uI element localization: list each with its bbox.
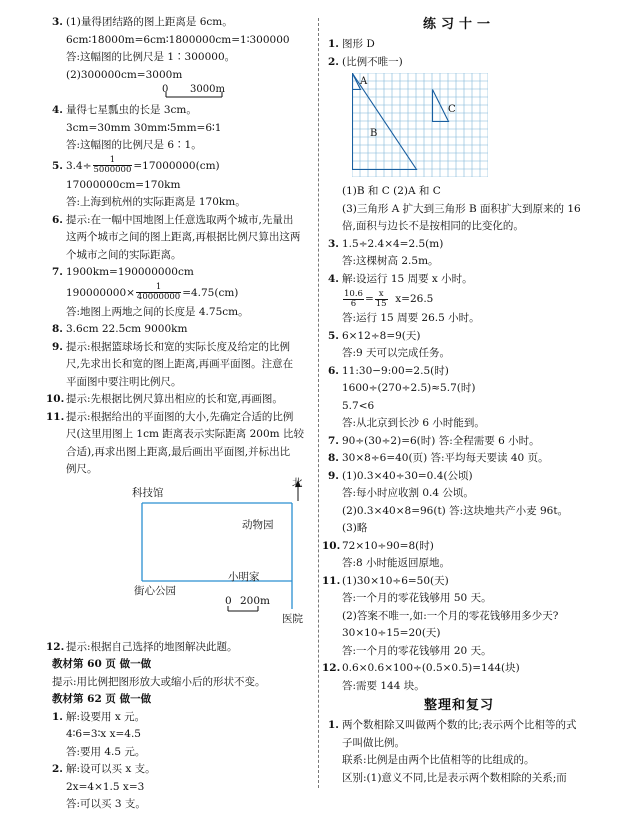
answer-line: 量得七星瓢虫的长是 3cm。 bbox=[66, 104, 197, 116]
answer-line: 解:设运行 15 周要 x 小时。 bbox=[342, 272, 473, 285]
answer-line: 72×10÷90=8(时) bbox=[342, 539, 434, 552]
question-number: 12. bbox=[322, 662, 341, 674]
triangle-b-label: B bbox=[370, 128, 378, 139]
answer-line: 平面图中要注明比例尺。 bbox=[66, 375, 182, 388]
question-number: 5. bbox=[52, 159, 63, 172]
formula-post: =4.75(cm) bbox=[182, 286, 239, 299]
answer-line: 例尺。 bbox=[66, 463, 98, 475]
exercise-2 bbox=[52, 761, 310, 814]
answer-line: 5.7<6 bbox=[342, 399, 375, 412]
answer-line: 答:8 小时能返回原地。 bbox=[342, 557, 451, 569]
answer-9 bbox=[52, 339, 310, 392]
answer-line: 答:地图上两地之间的长度是 4.75cm。 bbox=[66, 305, 249, 318]
answer-line: 解:设要用 x 元。 bbox=[66, 710, 146, 723]
answer-line: (2)300000cm=3000m bbox=[66, 68, 183, 81]
answer-r7 bbox=[328, 433, 590, 451]
fraction-numerator: 1 bbox=[93, 156, 133, 166]
question-number: 7. bbox=[328, 434, 339, 447]
answer-line: 答:运行 15 周要 26.5 小时。 bbox=[342, 312, 480, 324]
answer-12 bbox=[46, 639, 310, 657]
answer-10 bbox=[46, 391, 310, 409]
answer-line: (1)0.3×40÷30=0.4(公顷) bbox=[342, 469, 473, 482]
answer-line: 提示:根据篮球场长和宽的实际长度及给定的比例 bbox=[66, 340, 291, 353]
answer-line: (2)0.3×40×8=96(t) 答:这块地共产小麦 96t。 bbox=[342, 504, 569, 517]
equals-sign: = bbox=[364, 293, 374, 305]
formula-pre: 3.4÷ bbox=[66, 159, 92, 172]
answer-r12 bbox=[322, 660, 590, 695]
formula-post: x=26.5 bbox=[395, 293, 434, 305]
answer-line: 答:一个月的零花钱够用 20 天。 bbox=[342, 644, 492, 657]
answer-line: 答:要用 4.5 元。 bbox=[66, 745, 146, 758]
map-zoo: 动物园 bbox=[242, 518, 274, 531]
answer-line: (3)略 bbox=[342, 522, 368, 534]
question-number: 6. bbox=[52, 213, 63, 226]
exercise-1 bbox=[52, 709, 310, 762]
answer-line: 解:设可以买 x 支。 bbox=[66, 763, 156, 775]
map-scale-label: 200m bbox=[240, 594, 270, 607]
triangle-a-label: A bbox=[360, 76, 368, 87]
fraction-denominator: 6 bbox=[350, 298, 357, 309]
answer-line: 17000000cm=170km bbox=[66, 178, 181, 191]
question-number: 9. bbox=[328, 469, 339, 482]
answer-line: 6×12÷8=9(天) bbox=[342, 329, 421, 342]
map-central-park: 街心公园 bbox=[134, 584, 176, 597]
answer-line: 答:9 天可以完成任务。 bbox=[342, 347, 451, 359]
section-title: 练习十一 bbox=[422, 17, 495, 32]
answer-line: 1600÷(270÷2.5)≈5.7(时) bbox=[342, 382, 476, 394]
map-hospital: 医院 bbox=[282, 612, 303, 625]
question-number: 5. bbox=[328, 329, 339, 342]
answer-line: 答:这幅图的比例尺是 6∶1。 bbox=[66, 139, 202, 151]
question-number: 8. bbox=[328, 452, 339, 464]
fraction-denominator: 40000000 bbox=[136, 292, 181, 302]
answer-line: 提示:在一幅中国地图上任意选取两个城市,先量出 bbox=[66, 213, 294, 226]
fraction-numerator: 10.6 bbox=[344, 288, 363, 299]
question-number: 6. bbox=[328, 364, 339, 377]
question-number: 2. bbox=[328, 55, 339, 68]
answer-line: 11:30−9:00=2.5(时) bbox=[342, 364, 449, 377]
answer-line: 1.5÷2.4×4=2.5(m) bbox=[342, 237, 444, 250]
fraction-numerator: 1 bbox=[136, 283, 181, 293]
answer-line: 1900km=190000000cm bbox=[66, 266, 194, 278]
textbook-p62-heading: 教材第 62 页 做一做 bbox=[52, 693, 152, 705]
answer-line: 3.6cm 22.5cm 9000km bbox=[66, 323, 188, 335]
answer-r11 bbox=[322, 573, 590, 661]
formula-post: =17000000(cm) bbox=[133, 159, 220, 172]
answer-r3 bbox=[328, 236, 590, 271]
answer-line: 尺(这里用图上 1cm 距离表示实际距离 200m 比较 bbox=[66, 428, 304, 440]
answer-r9 bbox=[328, 468, 590, 538]
answer-line: 图形 D bbox=[342, 38, 375, 50]
answer-4 bbox=[52, 102, 310, 155]
question-number: 3. bbox=[328, 237, 339, 250]
left-column bbox=[46, 14, 310, 814]
answer-8 bbox=[52, 321, 310, 339]
answer-3 bbox=[52, 14, 310, 102]
question-number: 11. bbox=[322, 574, 341, 587]
answer-line: 2x=4×1.5 x=3 bbox=[66, 780, 145, 793]
answer-line: 答:可以买 3 支。 bbox=[66, 798, 146, 810]
answer-line: 4∶6=3∶x x=4.5 bbox=[66, 728, 141, 740]
fraction-denominator: 5000000 bbox=[93, 165, 132, 175]
question-number: 4. bbox=[52, 104, 63, 116]
review-answer-1 bbox=[328, 717, 590, 787]
answer-line: 子叫做比例。 bbox=[342, 736, 405, 749]
textbook-p60-heading: 教材第 60 页 做一做 bbox=[52, 658, 152, 670]
right-column bbox=[322, 14, 590, 787]
north-label: 北 bbox=[292, 476, 303, 489]
question-number: 1. bbox=[52, 710, 63, 723]
map-science-museum: 科技馆 bbox=[132, 486, 164, 499]
map-scale-zero: 0 bbox=[225, 594, 232, 607]
answer-line: 提示:用比例把图形放大或缩小后的形状不变。 bbox=[52, 675, 266, 688]
fraction-numerator: x bbox=[375, 290, 388, 300]
answer-line: 6cm∶18000m=6cm∶1800000cm=1∶300000 bbox=[66, 33, 290, 46]
triangle-grid bbox=[352, 73, 590, 181]
triangle-c-label: C bbox=[448, 104, 456, 115]
answer-r5 bbox=[328, 328, 590, 363]
answer-line: 90÷(30÷2)=6(时) 答:全程需要 6 小时。 bbox=[342, 434, 540, 447]
plan-map bbox=[52, 476, 310, 639]
question-number: 10. bbox=[322, 539, 341, 552]
answer-line: 0.6×0.6×100÷(0.5×0.5)=144(块) bbox=[342, 662, 520, 674]
question-number: 7. bbox=[52, 266, 63, 278]
answer-line: 联系:比例是由两个比值相等的比组成的。 bbox=[342, 754, 535, 766]
answer-r6 bbox=[328, 363, 590, 433]
answer-line: (1)B 和 C (2)A 和 C bbox=[342, 185, 441, 197]
answer-5 bbox=[52, 155, 310, 212]
answer-r10 bbox=[322, 538, 590, 573]
answer-r2 bbox=[328, 54, 590, 236]
question-number: 4. bbox=[328, 272, 339, 285]
answer-line: 两个数相除又叫做两个数的比;表示两个比相等的式 bbox=[342, 719, 577, 731]
answer-line: (比例不唯一) bbox=[342, 55, 403, 68]
scale-bar-3000m bbox=[52, 84, 310, 102]
scale-bar-label: 3000m bbox=[190, 84, 225, 95]
answer-line: 提示:先根据比例尺算出相应的长和宽,再画图。 bbox=[66, 393, 283, 405]
question-number: 12. bbox=[46, 640, 65, 653]
answer-r8 bbox=[328, 450, 590, 468]
answer-line: 答:一个月的零花钱够用 50 天。 bbox=[342, 592, 492, 604]
answer-line: 答:这棵树高 2.5m。 bbox=[342, 255, 439, 267]
answer-line: 合适),再求出图上距离,最后画出平面图,并标出比 bbox=[66, 445, 291, 458]
answer-line: 答:需要 144 块。 bbox=[342, 679, 425, 692]
answer-line: (3)三角形 A 扩大到三角形 B 面积扩大到原来的 16 bbox=[342, 202, 581, 215]
question-number: 10. bbox=[46, 393, 65, 405]
answer-r4 bbox=[328, 271, 590, 328]
question-number: 1. bbox=[328, 38, 339, 50]
answer-7 bbox=[52, 264, 310, 321]
answer-line: 尺,先求出长和宽的图上距离,再画平面图。注意在 bbox=[66, 358, 294, 370]
fraction bbox=[93, 156, 133, 175]
triangle-c bbox=[433, 90, 449, 122]
answer-line: 提示:根据自己选择的地图解决此题。 bbox=[66, 640, 238, 653]
answer-line: 30×10÷15=20(天) bbox=[342, 627, 441, 639]
answer-line: 答:每小时应收割 0.4 公顷。 bbox=[342, 487, 474, 499]
column-divider bbox=[318, 18, 319, 788]
answer-line: 答:这幅图的比例尺是 1∶300000。 bbox=[66, 51, 236, 63]
answer-line: 答:从北京到长沙 6 小时能到。 bbox=[342, 417, 485, 429]
answer-line: (2)答案不唯一,如:一个月的零花钱够用多少天? bbox=[342, 609, 559, 622]
fraction-denominator: 15 bbox=[375, 298, 387, 309]
answer-line: 个城市之间的实际距离。 bbox=[66, 248, 182, 261]
answer-11 bbox=[46, 409, 310, 479]
answer-line: 30×8÷6=40(页) 答:平均每天要读 40 页。 bbox=[342, 452, 549, 464]
question-number: 3. bbox=[52, 16, 63, 28]
question-number: 11. bbox=[46, 410, 65, 423]
answer-r1 bbox=[328, 36, 590, 54]
map-xiaoming-home: 小明家 bbox=[228, 570, 260, 583]
fraction bbox=[375, 290, 388, 309]
answer-line: 提示:根据给出的平面图的大小,先确定合适的比例 bbox=[66, 410, 294, 423]
review-section-title: 整理和复习 bbox=[423, 698, 494, 713]
answer-line: 这两个城市之间的图上距离,再根据比例尺算出这两 bbox=[66, 231, 301, 243]
formula-pre: 190000000× bbox=[66, 286, 135, 299]
question-number: 8. bbox=[52, 323, 63, 335]
plan-map-graphic bbox=[52, 479, 310, 639]
answer-line: 区别:(1)意义不同,比是表示两个数相除的关系;而 bbox=[342, 771, 567, 784]
scale-bar-zero: 0 bbox=[162, 84, 169, 95]
question-number: 9. bbox=[52, 340, 63, 353]
answer-6 bbox=[52, 212, 310, 265]
answer-line: 倍,面积与边长不是按相同的比变化的。 bbox=[342, 220, 524, 232]
fraction bbox=[136, 283, 181, 302]
answer-line: 答:上海到杭州的实际距离是 170km。 bbox=[66, 196, 246, 208]
question-number: 1. bbox=[328, 719, 339, 731]
answer-line: (1)量得团结路的图上距离是 6cm。 bbox=[66, 16, 233, 28]
answer-line: (1)30×10÷6=50(天) bbox=[342, 574, 449, 587]
question-number: 2. bbox=[52, 763, 63, 775]
answer-line: 3cm=30mm 30mm∶5mm=6∶1 bbox=[66, 121, 222, 134]
fraction bbox=[343, 290, 364, 309]
